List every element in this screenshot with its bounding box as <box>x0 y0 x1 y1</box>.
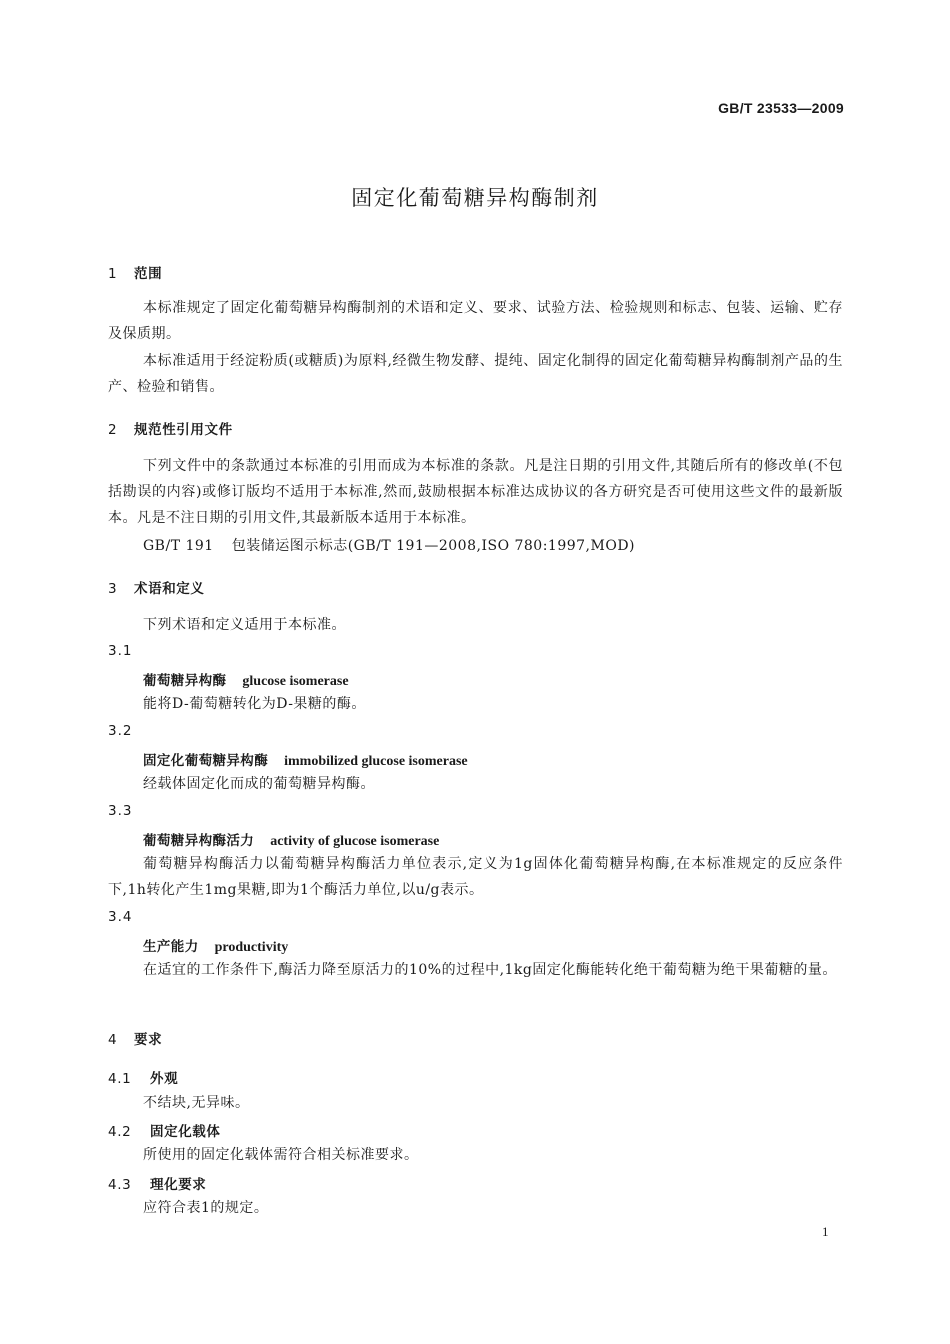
subsection-heading <box>108 1067 178 1087</box>
section-title: 术语和定义 <box>134 581 205 597</box>
term-heading <box>143 669 349 690</box>
term-number: 3.3 <box>108 803 133 819</box>
term-en: activity of glucose isomerase <box>270 834 440 849</box>
section-1-paragraph-2: 本标准适用于经淀粉质(或糖质)为原料,经微生物发酵、提纯、固定化制得的固定化葡萄糖异构酶制剂产品的生产、检验和销售。 <box>108 353 843 395</box>
section-title: 规范性引用文件 <box>134 422 233 438</box>
subsection-text: 不结块,无异味。 <box>143 1095 250 1111</box>
term-zh: 葡萄糖异构酶 <box>143 673 227 689</box>
subsection-number: 4.1 <box>108 1071 132 1087</box>
section-title: 范围 <box>134 266 163 282</box>
term-en: productivity <box>214 940 289 955</box>
term-definition: 在适宜的工作条件下,酶活力降至原活力的10%的过程中,1kg固定化酶能转化绝干葡萄糖为绝干果葡糖的量。 <box>143 962 837 978</box>
subsection-number: 4.2 <box>108 1124 132 1140</box>
subsection-title: 固定化载体 <box>150 1124 221 1140</box>
term-heading <box>143 935 288 956</box>
subsection-heading <box>108 1173 206 1193</box>
section-number: 3 <box>108 581 118 597</box>
normative-reference <box>143 533 635 559</box>
section-number: 1 <box>108 266 118 282</box>
term-en: glucose isomerase <box>242 674 349 689</box>
section-3-intro: 下列术语和定义适用于本标准。 <box>143 617 346 633</box>
term-number: 3.4 <box>108 909 133 925</box>
document-title: 固定化葡萄糖异构酶制剂 <box>351 186 599 210</box>
section-2-heading <box>108 418 233 438</box>
term-definition: 能将D-葡萄糖转化为D-果糖的酶。 <box>143 696 366 712</box>
subsection-text: 所使用的固定化载体需符合相关标准要求。 <box>143 1147 419 1163</box>
term-number: 3.2 <box>108 723 133 739</box>
section-2-paragraph-1: 下列文件中的条款通过本标准的引用而成为本标准的条款。凡是注日期的引用文件,其随后所有的修改单(不包括勘误的内容)或修订版均不适用于本标准,然而,鼓励根据本标准达成协议的各方研究是否可使用这些文件的最新版本。凡是不注日期的引用文件,其最新版本适用于本标准。 <box>108 458 843 526</box>
term-number: 3.1 <box>108 643 133 659</box>
section-1-heading <box>108 262 162 282</box>
term-definition: 葡萄糖异构酶活力以葡萄糖异构酶活力单位表示,定义为1g固体化葡萄糖异构酶,在本标准规定的反应条件下,1h转化产生1mg果糖,即为1个酶活力单位,以u/g表示。 <box>108 856 843 898</box>
reference-code: GB/T 191 <box>143 538 214 554</box>
section-1-paragraph-1: 本标准规定了固定化葡萄糖异构酶制剂的术语和定义、要求、试验方法、检验规则和标志、包装、运输、贮存及保质期。 <box>108 300 843 342</box>
subsection-title: 理化要求 <box>150 1177 207 1193</box>
subsection-number: 4.3 <box>108 1177 132 1193</box>
term-heading <box>143 749 468 770</box>
term-zh: 固定化葡萄糖异构酶 <box>143 753 269 769</box>
term-zh: 葡萄糖异构酶活力 <box>143 833 255 849</box>
term-heading <box>143 829 439 850</box>
section-4-heading <box>108 1028 162 1048</box>
term-zh: 生产能力 <box>143 939 199 955</box>
section-title: 要求 <box>134 1032 163 1048</box>
subsection-title: 外观 <box>150 1071 179 1087</box>
section-number: 2 <box>108 422 118 438</box>
page-number: 1 <box>822 1224 829 1239</box>
term-definition: 经载体固定化而成的葡萄糖异构酶。 <box>143 776 375 792</box>
term-en: immobilized glucose isomerase <box>284 754 468 769</box>
subsection-heading <box>108 1120 221 1140</box>
section-3-heading <box>108 577 205 597</box>
reference-title: 包装储运图示标志(GB/T 191—2008,ISO 780:1997,MOD) <box>231 538 636 554</box>
section-number: 4 <box>108 1032 118 1048</box>
standard-number: GB/T 23533—2009 <box>718 100 844 116</box>
subsection-text: 应符合表1的规定。 <box>143 1200 269 1216</box>
